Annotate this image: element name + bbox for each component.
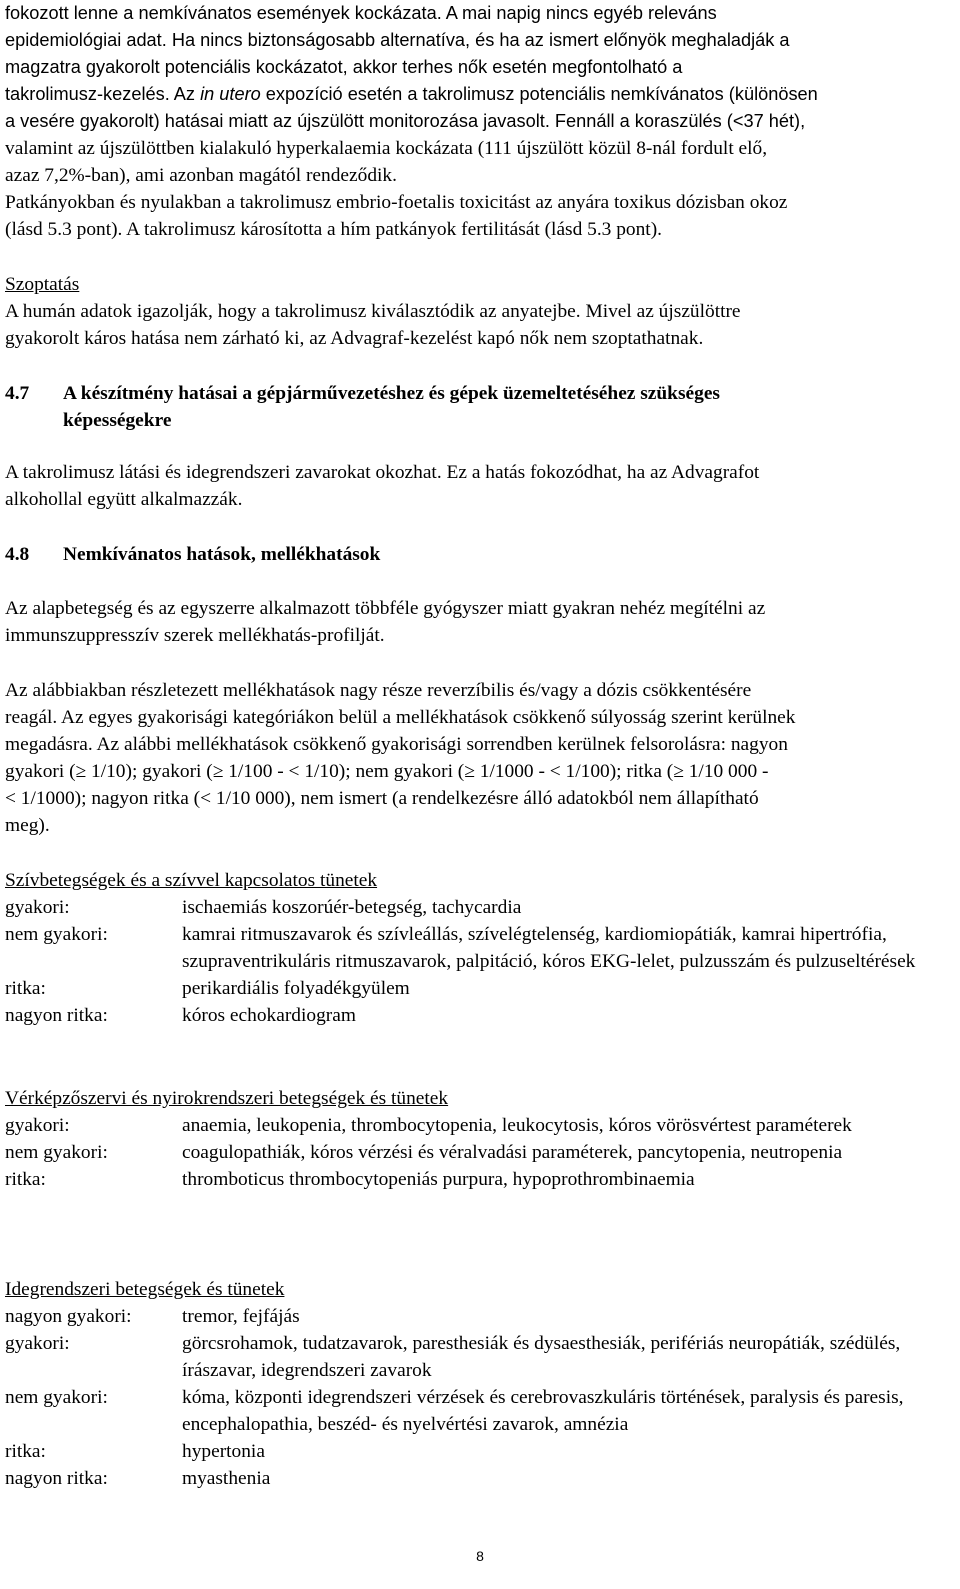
text-line: epidemiológiai adat. Ha nincs biztonságosabb alternatíva, és ha az ismert előnyök meghaladják a — [5, 30, 790, 50]
section-heading — [5, 541, 950, 568]
text-line: gyakorolt káros hatása nem zárható ki, az Advagraf-kezelést kapó nők nem szoptathatnak. — [5, 328, 704, 349]
frequency-value: kamrai ritmuszavarok és szívleállás, szívelégtelenség, kardiomiopátiák, kamrai hipertrófia, szupraventrikuláris ritmuszavarok, palpitáció, kóros EKG-lelet, pulzusszám és pulzuseltérések — [182, 924, 916, 972]
text-line: a vesére gyakorolt) hatásai miatt az újszülött monitorozása javasolt. Fennáll a koraszülés (<37 hét), — [5, 111, 806, 131]
frequency-row — [5, 1112, 950, 1139]
frequency-label: nagyon ritka: — [5, 1468, 108, 1489]
text-line: alkohollal együtt alkalmazzák. — [5, 489, 243, 510]
text-line: megadásra. Az alábbi mellékhatások csökkenő gyakorisági sorrendben kerülnek felsorolásra: nagyon — [5, 734, 788, 755]
frequency-row — [5, 1465, 950, 1492]
section-4-7 — [5, 380, 950, 434]
text-line: valamint az újszülöttben kialakuló hyperkalaemia kockázata (111 újszülött közül 8-nál fordult elő, — [5, 138, 768, 159]
lactation-block — [5, 271, 950, 352]
frequency-value: myasthenia — [182, 1468, 271, 1489]
frequency-value: coagulopathiák, kóros vérzési és véralvadási paraméterek, pancytopenia, neutropenia — [182, 1142, 843, 1163]
frequency-row — [5, 1139, 950, 1166]
frequency-label: ritka: — [5, 1169, 46, 1190]
frequency-row — [5, 921, 950, 975]
italic-term: in utero — [200, 84, 261, 104]
cardiac-disorders-block — [5, 867, 950, 1029]
frequency-value: perikardiális folyadékgyülem — [182, 978, 410, 999]
text-line: A humán adatok igazolják, hogy a takrolimusz kiválasztódik az anyatejbe. Mivel az újszülöttre — [5, 301, 741, 322]
frequency-label: ritka: — [5, 1441, 46, 1462]
section-title-line: A készítmény hatásai a gépjárművezetéshez és gépek üzemeltetéséhez szükséges — [63, 383, 720, 404]
text-line: fokozott lenne a nemkívánatos események kockázata. A mai napig nincs egyéb releváns — [5, 3, 717, 23]
frequency-row — [5, 894, 950, 921]
frequency-label: nagyon gyakori: — [5, 1306, 132, 1327]
frequency-row — [5, 1438, 950, 1465]
frequency-label: nagyon ritka: — [5, 1005, 108, 1026]
frequency-label: nem gyakori: — [5, 924, 108, 945]
text-run: expozíció esetén a takrolimusz potenciális nemkívánatos (különösen — [260, 84, 818, 104]
section-4-8-paragraph-1 — [5, 595, 950, 649]
text-line — [5, 81, 950, 108]
blood-disorders-block — [5, 1085, 950, 1193]
text-line: magzatra gyakorolt potenciális kockázatot, akkor terhes nők esetén megfontolható a — [5, 57, 683, 77]
frequency-row — [5, 1384, 950, 1438]
pregnancy-paragraph — [5, 0, 950, 243]
section-4-8 — [5, 541, 950, 568]
frequency-value: anaemia, leukopenia, thrombocytopenia, leukocytosis, kóros vörösvértest paraméterek — [182, 1115, 852, 1136]
frequency-value: kóros echokardiogram — [182, 1005, 356, 1026]
frequency-value: thromboticus thrombocytopeniás purpura, hypoprothrombinaemia — [182, 1169, 695, 1190]
frequency-label: gyakori: — [5, 1115, 70, 1136]
soc-heading: Szívbetegségek és a szívvel kapcsolatos tünetek — [5, 870, 378, 891]
frequency-label: nem gyakori: — [5, 1387, 108, 1408]
frequency-value: hypertonia — [182, 1441, 265, 1462]
section-4-8-paragraph-2 — [5, 677, 950, 839]
frequency-row — [5, 1303, 950, 1330]
text-run: takrolimusz-kezelés. Az — [5, 84, 201, 104]
page-number: 8 — [476, 1548, 484, 1564]
text-line: meg). — [5, 815, 50, 836]
frequency-row — [5, 1330, 950, 1384]
section-title: Nemkívánatos hatások, mellékhatások — [63, 544, 381, 565]
text-line: Patkányokban és nyulakban a takrolimusz embrio-foetalis toxicitást az anyára toxikus dózisban okoz — [5, 192, 788, 213]
frequency-label: ritka: — [5, 978, 46, 999]
soc-heading: Vérképzőszervi és nyirokrendszeri betegségek és tünetek — [5, 1088, 449, 1109]
frequency-row — [5, 975, 950, 1002]
text-line: Az alábbiakban részletezett mellékhatások nagy része reverzíbilis és/vagy a dózis csökkentésére — [5, 680, 752, 701]
frequency-value: kóma, központi idegrendszeri vérzések és cerebrovaszkuláris történések, paralysis és paresis, encephalopathia, beszéd- és nyelvértési zavarok, amnézia — [182, 1387, 904, 1435]
text-line: (lásd 5.3 pont). A takrolimusz károsította a hím patkányok fertilitását (lásd 5.3 pont). — [5, 219, 662, 240]
section-4-7-text — [5, 459, 950, 513]
section-title — [63, 380, 950, 434]
section-number: 4.7 — [5, 383, 30, 404]
nervous-disorders-block — [5, 1276, 950, 1492]
frequency-label: nem gyakori: — [5, 1142, 108, 1163]
text-line: Az alapbetegség és az egyszerre alkalmazott többféle gyógyszer miatt gyakran nehéz megítélni az — [5, 598, 766, 619]
frequency-label: gyakori: — [5, 1333, 70, 1354]
section-heading — [5, 380, 950, 434]
frequency-label: gyakori: — [5, 897, 70, 918]
section-title-line: képességekre — [63, 410, 172, 431]
frequency-row — [5, 1166, 950, 1193]
section-number: 4.8 — [5, 544, 30, 565]
text-line: immunszuppresszív szerek mellékhatás-profilját. — [5, 625, 385, 646]
frequency-value: tremor, fejfájás — [182, 1306, 300, 1327]
text-line: A takrolimusz látási és idegrendszeri zavarokat okozhat. Ez a hatás fokozódhat, ha az Advagrafot — [5, 462, 760, 483]
text-line: azaz 7,2%-ban), ami azonban magától rendeződik. — [5, 165, 397, 186]
text-line: reagál. Az egyes gyakorisági kategóriákon belül a mellékhatások csökkenő súlyosság szerint kerülnek — [5, 707, 796, 728]
frequency-value: görcsrohamok, tudatzavarok, paresthesiák és dysaesthesiák, perifériás neuropátiák, szédülés, írászavar, idegrendszeri zavarok — [182, 1333, 901, 1381]
frequency-row — [5, 1002, 950, 1029]
lactation-heading: Szoptatás — [5, 274, 80, 295]
text-line: gyakori (≥ 1/10); gyakori (≥ 1/100 - < 1/10); nem gyakori (≥ 1/1000 - < 1/100); ritka (≥ 1/10 000 - — [5, 761, 769, 782]
frequency-value: ischaemiás koszorúér-betegség, tachycardia — [182, 897, 522, 918]
text-line: < 1/1000); nagyon ritka (< 1/10 000), nem ismert (a rendelkezésre álló adatokból nem állapítható — [5, 788, 759, 809]
soc-heading: Idegrendszeri betegségek és tünetek — [5, 1279, 285, 1300]
